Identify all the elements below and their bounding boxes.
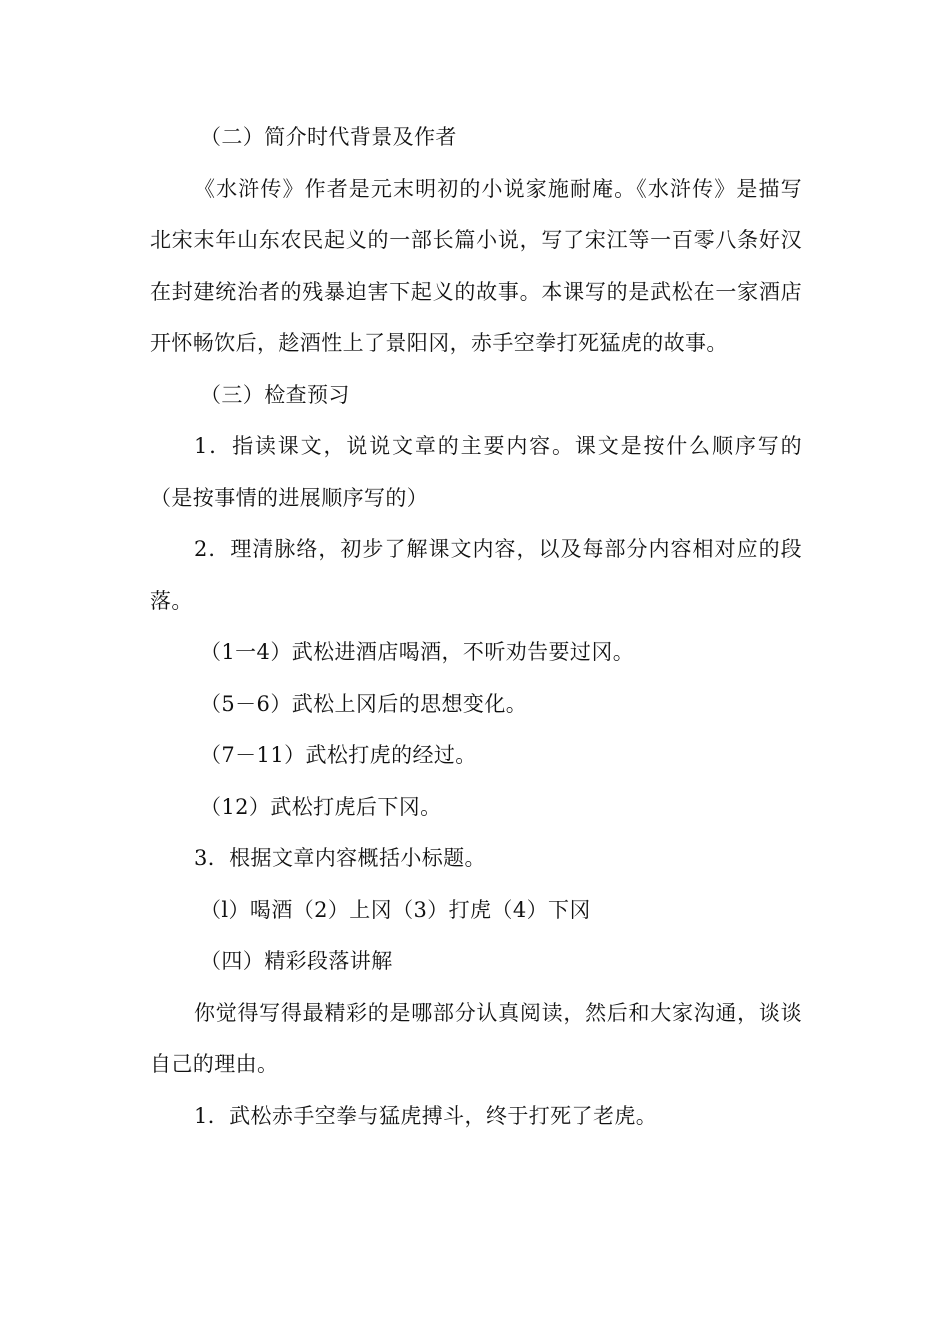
- list-item-section-2: （5－6）武松上冈后的思想变化。: [200, 691, 528, 716]
- section-heading-preview: （三）检查预习: [200, 382, 350, 407]
- document-body: [150, 112, 802, 1142]
- section-heading-background: （二）简介时代背景及作者: [200, 125, 457, 149]
- paragraph-background: 《水浒传》作者是元末明初的小说家施耐庵。《水浒传》是描写北宋末年山东农民起义的一部长篇小说，写了宋江等一百零八条好汉在封建统治者的残暴迫害下起义的故事。本课写的是武松在一家酒店开怀畅饮后，趁酒性上了景阳冈，赤手空拳打死猛虎的故事。: [150, 176, 802, 355]
- list-item-section-1: （1一4）武松进酒店喝酒，不听劝告要过冈。: [200, 640, 635, 664]
- list-item-subtitles: （l）喝酒（2）上冈（3）打虎（4）下冈: [200, 897, 591, 922]
- list-item-section-3: （7－11）武松打虎的经过。: [200, 743, 477, 767]
- paragraph-highlight-1: 1．武松赤手空拳与猛虎搏斗，终于打死了老虎。: [194, 1103, 658, 1128]
- paragraph-question-1: 1．指读课文，说说文章的主要内容。课文是按什么顺序写的（是按事情的进展顺序写的）: [150, 434, 802, 510]
- list-item-section-4: （12）武松打虎后下冈。: [200, 794, 442, 819]
- paragraph-discussion: 你觉得写得最精彩的是哪部分认真阅读，然后和大家沟通，谈谈自己的理由。: [150, 1000, 802, 1076]
- paragraph-question-3: 3．根据文章内容概括小标题。: [194, 846, 486, 870]
- section-heading-highlights: （四）精彩段落讲解: [200, 949, 393, 973]
- paragraph-question-2: 2．理清脉络，初步了解课文内容，以及每部分内容相对应的段落。: [150, 537, 802, 613]
